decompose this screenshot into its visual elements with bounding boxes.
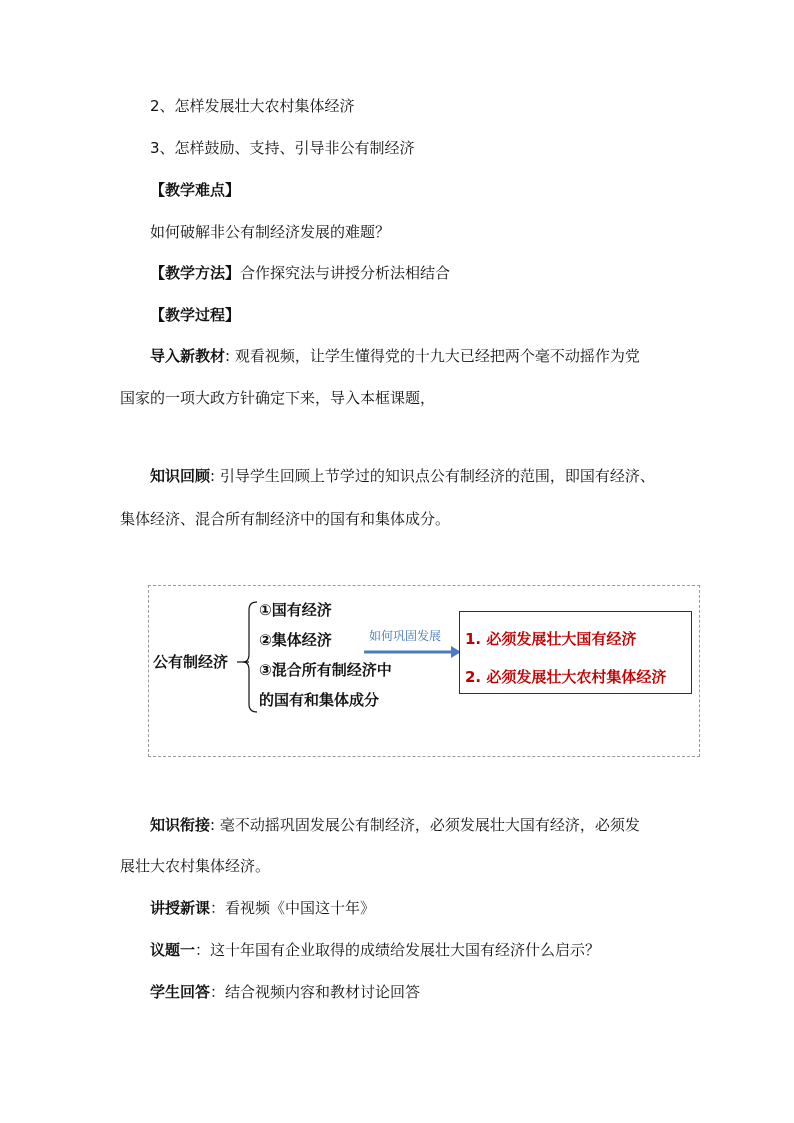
topic1-line bbox=[150, 940, 600, 960]
link-line bbox=[150, 815, 640, 835]
link-label: 知识衔接 bbox=[150, 816, 211, 834]
answer-text: ：结合视频内容和教材讨论回答 bbox=[210, 983, 421, 1001]
review-label: 知识回顾 bbox=[150, 467, 211, 485]
answer-label: 学生回答 bbox=[150, 983, 211, 1001]
public-ownership-diagram bbox=[148, 585, 700, 757]
review-line-2: 集体经济、混合所有制经济中的国有和集体成分。 bbox=[120, 510, 451, 528]
result-item-2: 2. 必须发展壮大农村集体经济 bbox=[465, 668, 667, 686]
intro-text: : 观看视频，让学生懂得党的十九大已经把两个毫不动摇作为党 bbox=[225, 347, 640, 365]
newlesson-text: ：看视频《中国这十年》 bbox=[210, 899, 376, 917]
topic1-text: ：这十年国有企业取得的成绩给发展壮大国有经济什么启示？ bbox=[195, 941, 601, 959]
review-text: : 引导学生回顾上节学过的知识点公有制经济的范围，即国有经济、 bbox=[210, 467, 655, 485]
review-line bbox=[150, 466, 655, 486]
diagram-item-mixed-economy: ③混合所有制经济中 bbox=[259, 661, 392, 679]
diagram-item-collective-economy: ②集体经济 bbox=[259, 631, 332, 649]
method-line bbox=[150, 263, 450, 283]
intro-label: 导入新教材 bbox=[150, 347, 226, 365]
difficulty-text: 如何破解非公有制经济发展的难题？ bbox=[150, 223, 391, 241]
diagram-item-state-economy: ①国有经济 bbox=[259, 601, 332, 619]
intro-line bbox=[150, 346, 640, 366]
point-2: 2、怎样发展壮大农村集体经济 bbox=[150, 97, 355, 115]
newlesson-label: 讲授新课 bbox=[150, 899, 211, 917]
point-3: 3、怎样鼓励、支持、引导非公有制经济 bbox=[150, 139, 415, 157]
diagram-item-mixed-economy-cont: 的国有和集体成分 bbox=[259, 691, 380, 709]
diagram-root-label: 公有制经济 bbox=[153, 653, 229, 671]
difficulty-heading: 【教学难点】 bbox=[150, 181, 241, 199]
newlesson-line bbox=[150, 898, 375, 918]
link-line-2: 展壮大农村集体经济。 bbox=[120, 857, 271, 875]
link-text: : 毫不动摇巩固发展公有制经济，必须发展壮大国有经济，必须发 bbox=[210, 816, 640, 834]
intro-line-2: 国家的一项大政方针确定下来，导入本框课题， bbox=[120, 389, 436, 407]
arrow-label: 如何巩固发展 bbox=[369, 629, 442, 643]
process-heading: 【教学过程】 bbox=[150, 306, 241, 324]
left-brace bbox=[243, 602, 257, 712]
method-heading: 【教学方法】 bbox=[150, 264, 241, 282]
result-box bbox=[459, 611, 692, 694]
method-text: 合作探究法与讲授分析法相结合 bbox=[240, 264, 451, 282]
answer-line bbox=[150, 982, 420, 1002]
result-item-1: 1. 必须发展壮大国有经济 bbox=[465, 630, 637, 648]
topic1-label: 议题一 bbox=[150, 941, 196, 959]
